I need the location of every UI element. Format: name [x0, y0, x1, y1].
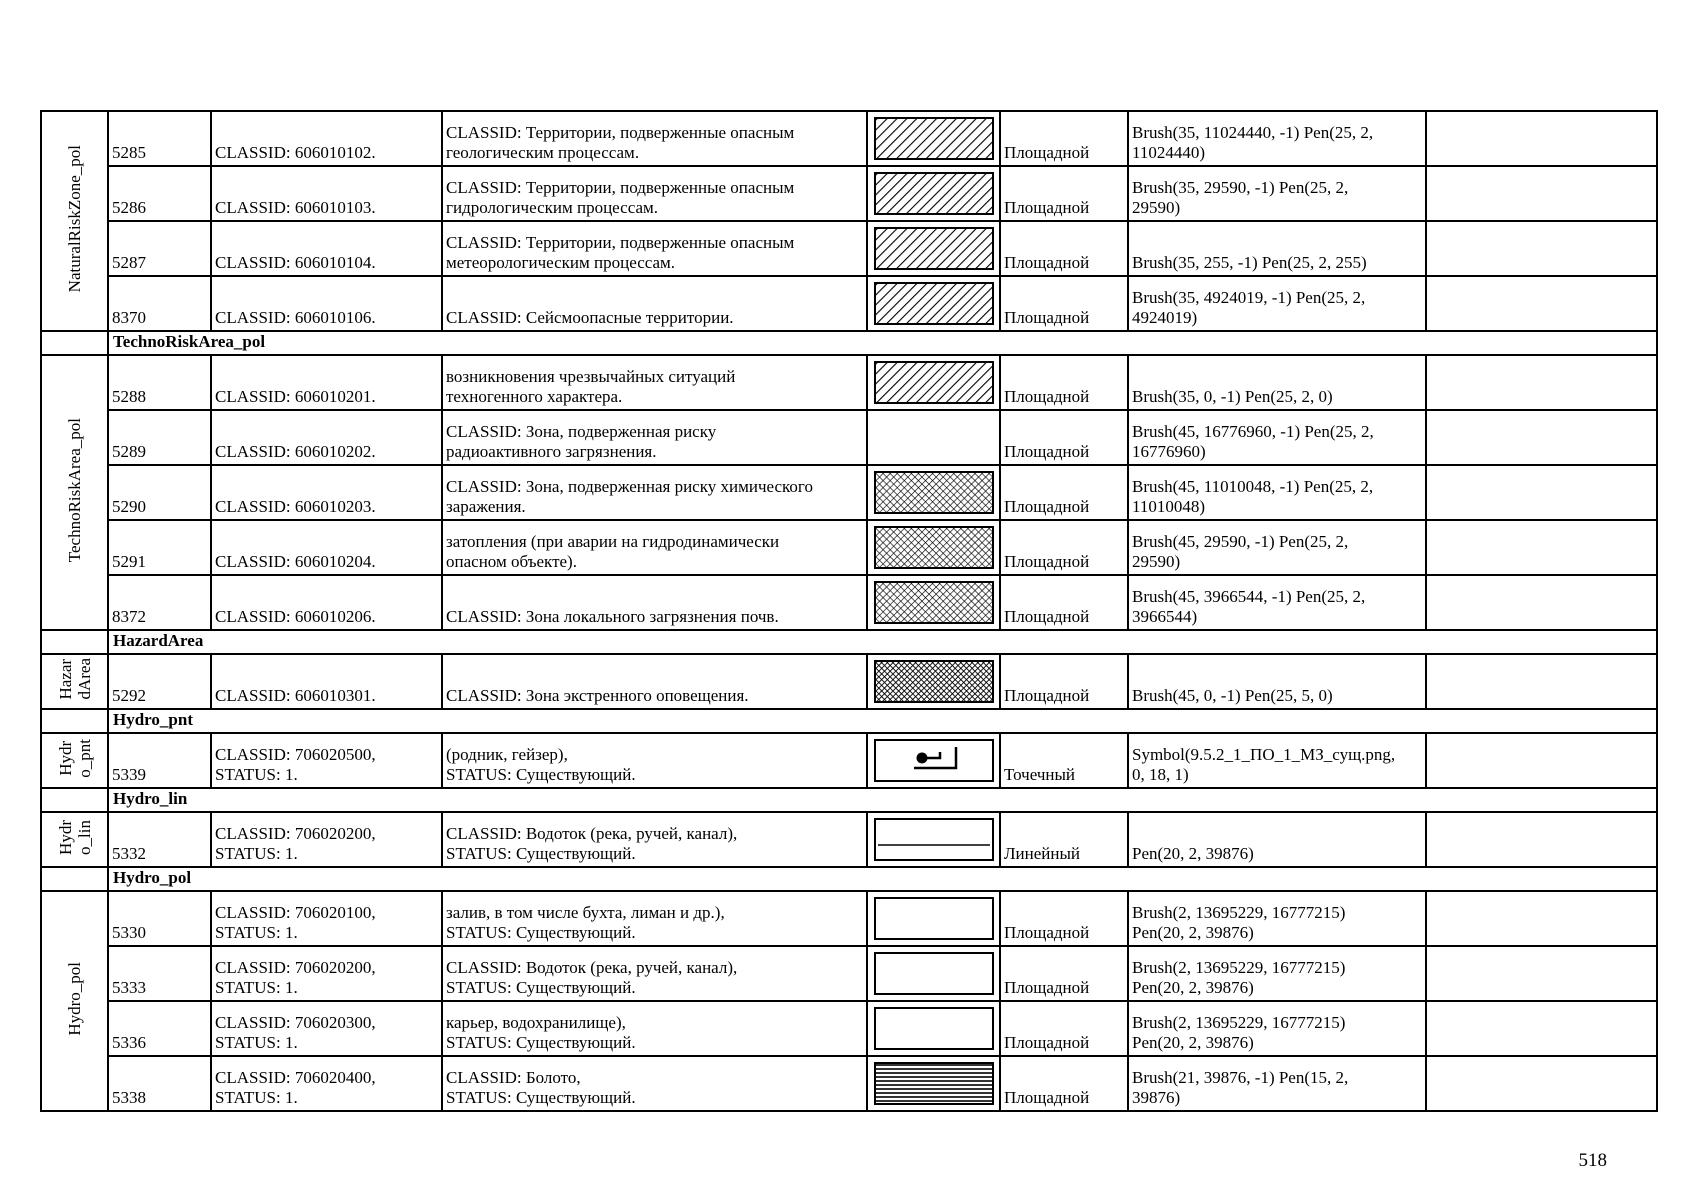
- style-text: Brush(35, 4924019, -1) Pen(25, 2, 4924019): [1132, 288, 1366, 327]
- description-text: (родник, гейзер), STATUS: Существующий.: [446, 745, 636, 784]
- section-spacer-cell: [41, 867, 108, 891]
- group-label-cell: [41, 355, 108, 630]
- page-number: 518: [1578, 1150, 1607, 1171]
- style-cell: [1128, 1001, 1426, 1056]
- section-header-row: [41, 709, 1657, 733]
- object-id: 5291: [108, 520, 211, 575]
- description-text: CLASSID: Водоток (река, ручей, канал), STATUS: Существующий.: [446, 824, 738, 863]
- table-row: [41, 733, 1657, 788]
- dense-crosshatch-symbol-icon: [874, 660, 994, 703]
- description-cell: [442, 1056, 867, 1111]
- table-row: [41, 465, 1657, 520]
- classid-text: CLASSID: 606010104.: [215, 253, 376, 272]
- classid-text: CLASSID: 606010103.: [215, 198, 376, 217]
- empty-symbol-icon: [874, 1007, 994, 1050]
- table-row: [41, 410, 1657, 465]
- group-label: Hydr o_pnt: [55, 738, 94, 778]
- style-text: Brush(35, 29590, -1) Pen(25, 2, 29590): [1132, 178, 1349, 217]
- geometry-type: Площадной: [1000, 465, 1128, 520]
- description-text: карьер, водохранилище), STATUS: Существующий.: [446, 1013, 636, 1052]
- description-cell: [442, 465, 867, 520]
- empty-cell: [1426, 946, 1657, 1001]
- style-text: Brush(45, 3966544, -1) Pen(25, 2, 3966544): [1132, 587, 1366, 626]
- style-text: Brush(35, 255, -1) Pen(25, 2, 255): [1132, 253, 1367, 272]
- classid-cell: [211, 575, 442, 630]
- none-symbol-icon: [874, 416, 994, 459]
- classid-text: CLASSID: 606010206.: [215, 607, 376, 626]
- geometry-type: Площадной: [1000, 111, 1128, 166]
- section-header-row: [41, 331, 1657, 355]
- geometry-type: Площадной: [1000, 1001, 1128, 1056]
- description-text: CLASSID: Зона локального загрязнения почв.: [446, 607, 779, 626]
- line-symbol-icon: [874, 818, 994, 861]
- section-header-row: [41, 788, 1657, 812]
- classid-text: CLASSID: 706020100, STATUS: 1.: [215, 903, 376, 942]
- style-text: Brush(2, 13695229, 16777215) Pen(20, 2, 39876): [1132, 1013, 1346, 1052]
- empty-cell: [1426, 1001, 1657, 1056]
- description-text: залив, в том числе бухта, лиман и др.), STATUS: Существующий.: [446, 903, 725, 942]
- style-text: Brush(45, 0, -1) Pen(25, 5, 0): [1132, 686, 1333, 705]
- style-cell: [1128, 221, 1426, 276]
- object-id: 5288: [108, 355, 211, 410]
- object-id: 5338: [108, 1056, 211, 1111]
- style-cell: [1128, 1056, 1426, 1111]
- description-cell: [442, 520, 867, 575]
- object-id: 5330: [108, 891, 211, 946]
- group-label-cell: [41, 812, 108, 867]
- style-cell: [1128, 654, 1426, 709]
- classid-cell: [211, 166, 442, 221]
- description-cell: [442, 410, 867, 465]
- object-id: 5290: [108, 465, 211, 520]
- object-id: 5332: [108, 812, 211, 867]
- object-id: 5286: [108, 166, 211, 221]
- classid-cell: [211, 733, 442, 788]
- classid-cell: [211, 812, 442, 867]
- classid-cell: [211, 891, 442, 946]
- table-row: [41, 891, 1657, 946]
- hlines-symbol-icon: [874, 1062, 994, 1105]
- description-text: CLASSID: Сейсмоопасные территории.: [446, 308, 734, 327]
- symbol-cell: [867, 1056, 1000, 1111]
- empty-cell: [1426, 520, 1657, 575]
- classid-text: CLASSID: 706020200, STATUS: 1.: [215, 824, 376, 863]
- empty-cell: [1426, 111, 1657, 166]
- symbol-cell: [867, 355, 1000, 410]
- classid-cell: [211, 1056, 442, 1111]
- classid-cell: [211, 1001, 442, 1056]
- symbol-cell: [867, 575, 1000, 630]
- style-text: Brush(35, 11024440, -1) Pen(25, 2, 11024440): [1132, 123, 1374, 162]
- empty-cell: [1426, 654, 1657, 709]
- symbol-cell: [867, 1001, 1000, 1056]
- table-row: [41, 1056, 1657, 1111]
- symbol-cell: [867, 221, 1000, 276]
- section-title: Hydro_pol: [108, 867, 1657, 891]
- description-cell: [442, 654, 867, 709]
- empty-cell: [1426, 891, 1657, 946]
- table-row: [41, 946, 1657, 1001]
- style-text: Brush(45, 16776960, -1) Pen(25, 2, 16776960): [1132, 422, 1374, 461]
- object-id: 5287: [108, 221, 211, 276]
- empty-cell: [1426, 733, 1657, 788]
- symbol-cell: [867, 111, 1000, 166]
- empty-cell: [1426, 465, 1657, 520]
- classid-text: CLASSID: 706020300, STATUS: 1.: [215, 1013, 376, 1052]
- style-text: Pen(20, 2, 39876): [1132, 844, 1254, 863]
- style-text: Brush(45, 11010048, -1) Pen(25, 2, 11010048): [1132, 477, 1374, 516]
- hatch-diag-symbol-icon: [874, 117, 994, 160]
- style-text: Brush(35, 0, -1) Pen(25, 2, 0): [1132, 387, 1333, 406]
- geometry-type: Площадной: [1000, 276, 1128, 331]
- description-text: CLASSID: Зона, подверженная риску радиоактивного загрязнения.: [446, 422, 717, 461]
- hatch-diag-symbol-icon: [874, 361, 994, 404]
- description-cell: [442, 946, 867, 1001]
- description-text: затопления (при аварии на гидродинамически опасном объекте).: [446, 532, 780, 571]
- table-row: [41, 221, 1657, 276]
- section-title: TechnoRiskArea_pol: [108, 331, 1657, 355]
- description-cell: [442, 355, 867, 410]
- section-spacer-cell: [41, 709, 108, 733]
- classid-cell: [211, 520, 442, 575]
- object-id: 5336: [108, 1001, 211, 1056]
- group-label: TechnoRiskArea_pol: [65, 417, 84, 563]
- classid-cell: [211, 465, 442, 520]
- object-id: 5339: [108, 733, 211, 788]
- table-row: [41, 355, 1657, 410]
- hatch-diag-symbol-icon: [874, 172, 994, 215]
- classid-text: CLASSID: 606010202.: [215, 442, 376, 461]
- classid-cell: [211, 276, 442, 331]
- section-spacer-cell: [41, 630, 108, 654]
- crosshatch-symbol-icon: [874, 581, 994, 624]
- empty-cell: [1426, 410, 1657, 465]
- description-cell: [442, 111, 867, 166]
- symbol-cell: [867, 946, 1000, 1001]
- group-label-cell: [41, 111, 108, 331]
- symbol-cell: [867, 276, 1000, 331]
- section-spacer-cell: [41, 788, 108, 812]
- classid-text: CLASSID: 606010204.: [215, 552, 376, 571]
- description-text: CLASSID: Территории, подверженные опасным метеорологическим процессам.: [446, 233, 795, 272]
- style-cell: [1128, 733, 1426, 788]
- description-text: CLASSID: Водоток (река, ручей, канал), STATUS: Существующий.: [446, 958, 738, 997]
- empty-symbol-icon: [874, 897, 994, 940]
- table-row: [41, 520, 1657, 575]
- geometry-type: Линейный: [1000, 812, 1128, 867]
- section-spacer-cell: [41, 331, 108, 355]
- section-title: HazardArea: [108, 630, 1657, 654]
- spring-point-symbol-icon: [874, 739, 994, 782]
- group-label-cell: [41, 654, 108, 709]
- symbol-cell: [867, 812, 1000, 867]
- description-cell: [442, 166, 867, 221]
- table-row: [41, 575, 1657, 630]
- style-cell: [1128, 520, 1426, 575]
- table-row: [41, 111, 1657, 166]
- empty-cell: [1426, 812, 1657, 867]
- style-text: Brush(21, 39876, -1) Pen(15, 2, 39876): [1132, 1068, 1349, 1107]
- table-row: [41, 812, 1657, 867]
- description-cell: [442, 733, 867, 788]
- description-cell: [442, 812, 867, 867]
- style-text: Brush(2, 13695229, 16777215) Pen(20, 2, 39876): [1132, 903, 1346, 942]
- classid-text: CLASSID: 706020400, STATUS: 1.: [215, 1068, 376, 1107]
- description-cell: [442, 575, 867, 630]
- geometry-type: Площадной: [1000, 891, 1128, 946]
- legend-table: [40, 110, 1658, 1112]
- geometry-type: Площадной: [1000, 946, 1128, 1001]
- classid-text: CLASSID: 706020500, STATUS: 1.: [215, 745, 376, 784]
- classid-cell: [211, 410, 442, 465]
- geometry-type: Площадной: [1000, 575, 1128, 630]
- table-row: [41, 276, 1657, 331]
- hatch-diag-symbol-icon: [874, 282, 994, 325]
- object-id: 5292: [108, 654, 211, 709]
- table-row: [41, 654, 1657, 709]
- style-cell: [1128, 355, 1426, 410]
- geometry-type: Площадной: [1000, 355, 1128, 410]
- description-cell: [442, 891, 867, 946]
- description-cell: [442, 1001, 867, 1056]
- group-label-cell: [41, 733, 108, 788]
- style-text: Brush(2, 13695229, 16777215) Pen(20, 2, 39876): [1132, 958, 1346, 997]
- description-text: CLASSID: Территории, подверженные опасным геологическим процессам.: [446, 123, 795, 162]
- geometry-type: Точечный: [1000, 733, 1128, 788]
- empty-cell: [1426, 575, 1657, 630]
- description-text: CLASSID: Территории, подверженные опасным гидрологическим процессам.: [446, 178, 795, 217]
- style-cell: [1128, 276, 1426, 331]
- classid-text: CLASSID: 606010203.: [215, 497, 376, 516]
- geometry-type: Площадной: [1000, 654, 1128, 709]
- table-row: [41, 1001, 1657, 1056]
- classid-cell: [211, 946, 442, 1001]
- section-title: Hydro_lin: [108, 788, 1657, 812]
- style-cell: [1128, 891, 1426, 946]
- style-cell: [1128, 111, 1426, 166]
- hatch-diag-symbol-icon: [874, 227, 994, 270]
- style-text: Brush(45, 29590, -1) Pen(25, 2, 29590): [1132, 532, 1349, 571]
- symbol-cell: [867, 520, 1000, 575]
- symbol-cell: [867, 654, 1000, 709]
- style-cell: [1128, 410, 1426, 465]
- table-row: [41, 166, 1657, 221]
- legend-table-body: [41, 111, 1657, 1111]
- crosshatch-symbol-icon: [874, 471, 994, 514]
- geometry-type: Площадной: [1000, 166, 1128, 221]
- symbol-cell: [867, 733, 1000, 788]
- classid-text: CLASSID: 606010102.: [215, 143, 376, 162]
- classid-cell: [211, 355, 442, 410]
- style-cell: [1128, 946, 1426, 1001]
- empty-cell: [1426, 166, 1657, 221]
- geometry-type: Площадной: [1000, 520, 1128, 575]
- group-label: Hydro_pol: [65, 961, 84, 1036]
- description-cell: [442, 276, 867, 331]
- classid-text: CLASSID: 606010201.: [215, 387, 376, 406]
- style-cell: [1128, 465, 1426, 520]
- empty-cell: [1426, 221, 1657, 276]
- group-label-cell: [41, 891, 108, 1111]
- style-cell: [1128, 812, 1426, 867]
- style-text: Symbol(9.5.2_1_ПО_1_МЗ_сущ.png, 0, 18, 1): [1132, 745, 1396, 784]
- geometry-type: Площадной: [1000, 221, 1128, 276]
- description-cell: [442, 221, 867, 276]
- classid-text: CLASSID: 606010106.: [215, 308, 376, 327]
- description-text: CLASSID: Зона экстренного оповещения.: [446, 686, 749, 705]
- group-label: Hazar dArea: [55, 658, 94, 700]
- description-text: возникновения чрезвычайных ситуаций техногенного характера.: [446, 367, 736, 406]
- group-label: NaturalRiskZone_pol: [65, 144, 84, 293]
- empty-cell: [1426, 355, 1657, 410]
- object-id: 5289: [108, 410, 211, 465]
- crosshatch-symbol-icon: [874, 526, 994, 569]
- group-label: Hydr o_lin: [55, 819, 94, 855]
- classid-text: CLASSID: 706020200, STATUS: 1.: [215, 958, 376, 997]
- object-id: 8370: [108, 276, 211, 331]
- description-text: CLASSID: Болото, STATUS: Существующий.: [446, 1068, 636, 1107]
- empty-cell: [1426, 1056, 1657, 1111]
- empty-cell: [1426, 276, 1657, 331]
- section-title: Hydro_pnt: [108, 709, 1657, 733]
- symbol-cell: [867, 891, 1000, 946]
- empty-symbol-icon: [874, 952, 994, 995]
- object-id: 8372: [108, 575, 211, 630]
- symbol-cell: [867, 465, 1000, 520]
- description-text: CLASSID: Зона, подверженная риску химического заражения.: [446, 477, 813, 516]
- style-cell: [1128, 575, 1426, 630]
- symbol-cell: [867, 166, 1000, 221]
- symbol-cell: [867, 410, 1000, 465]
- section-header-row: [41, 630, 1657, 654]
- section-header-row: [41, 867, 1657, 891]
- classid-text: CLASSID: 606010301.: [215, 686, 376, 705]
- object-id: 5285: [108, 111, 211, 166]
- classid-cell: [211, 654, 442, 709]
- object-id: 5333: [108, 946, 211, 1001]
- classid-cell: [211, 111, 442, 166]
- classid-cell: [211, 221, 442, 276]
- style-cell: [1128, 166, 1426, 221]
- geometry-type: Площадной: [1000, 1056, 1128, 1111]
- geometry-type: Площадной: [1000, 410, 1128, 465]
